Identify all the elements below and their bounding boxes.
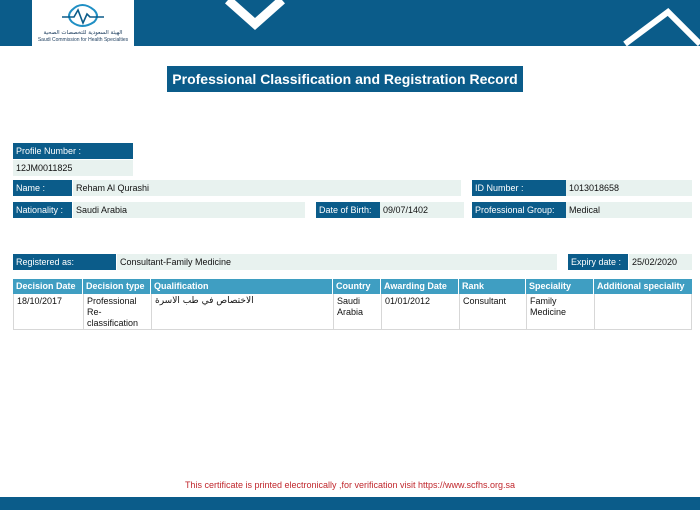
name-value: Reham Al Qurashi (73, 180, 461, 196)
page-title: Professional Classification and Registration Record (167, 66, 523, 92)
cell-country: Saudi Arabia (333, 294, 381, 330)
expiry-date-label: Expiry date : (568, 254, 628, 270)
registered-as-label: Registered as: (13, 254, 116, 270)
verification-note: This certificate is printed electronically ,for verification visit https://www.scfhs.org.sa (184, 480, 516, 490)
id-number-value: 1013018658 (566, 180, 692, 196)
nationality-value: Saudi Arabia (73, 202, 305, 218)
professional-group-label: Professional Group: (472, 202, 566, 218)
professional-group-value: Medical (566, 202, 692, 218)
profile-number-label: Profile Number : (13, 143, 133, 159)
col-header-decision-type: Decision type (83, 279, 150, 294)
cell-speciality: Family Medicine (526, 294, 594, 330)
col-header-speciality: Speciality (526, 279, 593, 294)
col-header-rank: Rank (459, 279, 525, 294)
cell-qualification: الاختصاص في طب الاسرة (151, 294, 333, 330)
name-label: Name : (13, 180, 72, 196)
col-header-additional-speciality: Additional speciality (594, 279, 692, 294)
registered-as-value: Consultant-Family Medicine (117, 254, 557, 270)
col-header-awarding-date: Awarding Date (381, 279, 458, 294)
id-number-label: ID Number : (472, 180, 566, 196)
cell-decision-type: Professional Re-classification (83, 294, 151, 330)
date-of-birth-label: Date of Birth: (316, 202, 380, 218)
col-header-decision-date: Decision Date (13, 279, 82, 294)
logo-arabic-text: الهيئة السعودية للتخصصات الصحية (43, 30, 123, 36)
footer-band (0, 497, 700, 510)
cell-decision-date: 18/10/2017 (13, 294, 83, 330)
cell-additional-speciality (594, 294, 692, 330)
col-header-qualification: Qualification (151, 279, 332, 294)
nationality-label: Nationality : (13, 202, 72, 218)
logo-heartbeat-icon (32, 0, 134, 30)
col-header-country: Country (333, 279, 380, 294)
date-of-birth-value: 09/07/1402 (380, 202, 464, 218)
logo-english-text: Saudi Commission for Health Specialties (37, 37, 129, 43)
cell-rank: Consultant (459, 294, 526, 330)
cell-awarding-date: 01/01/2012 (381, 294, 459, 330)
profile-number-value: 12JM0011825 (13, 160, 133, 176)
expiry-date-value: 25/02/2020 (629, 254, 692, 270)
